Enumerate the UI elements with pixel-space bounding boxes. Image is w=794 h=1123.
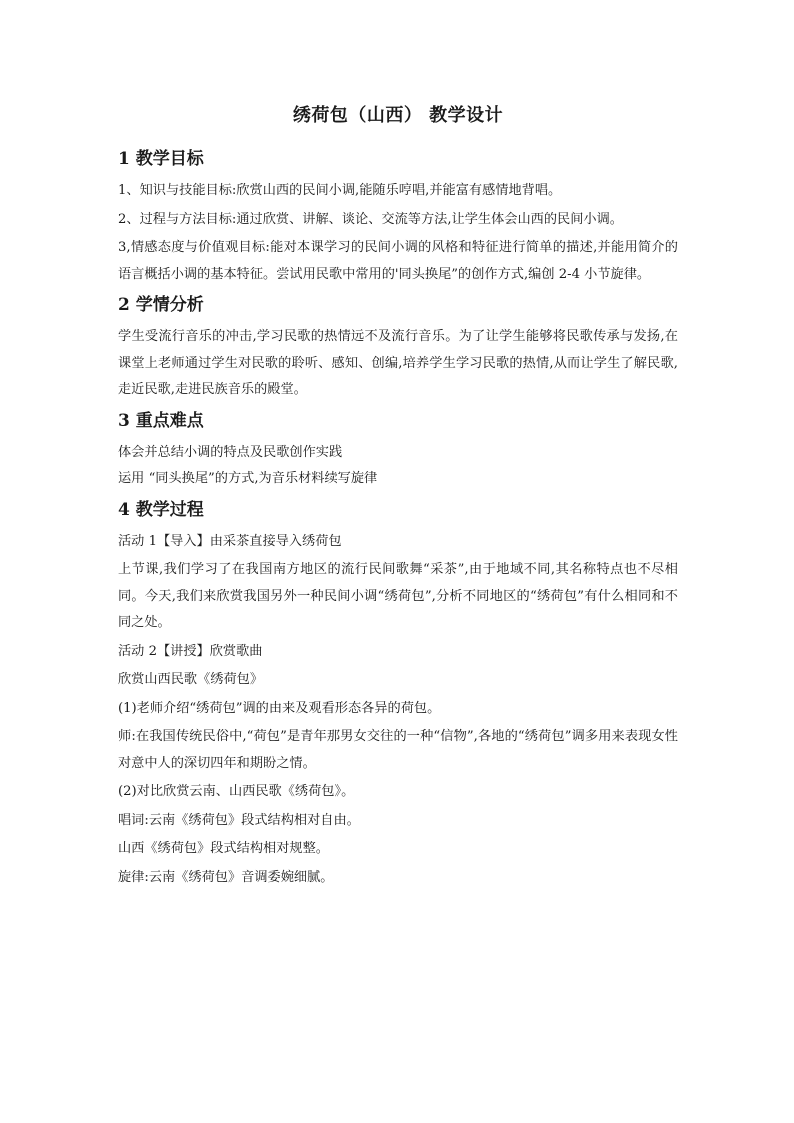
paragraph: 师:在我国传统民俗中,“荷包”是青年那男女交往的一种“信物”,各地的“绣荷包”调多用来表现女性对意中人的深切四年和期盼之情。 (118, 729, 678, 771)
paragraph: 活动 2【讲授】欣赏歌曲 (118, 643, 263, 659)
paragraph: 1、知识与技能目标:欣赏山西的民间小调,能随乐哼唱,并能富有感情地背唱。 (118, 183, 562, 198)
paragraph: 体会并总结小调的特点及民歌创作实践 (118, 444, 343, 460)
section-heading-objectives: 1 教学目标 (118, 149, 204, 169)
document-page (118, 100, 678, 893)
paragraph: 唱词:云南《绣荷包》段式结构相对自由。 (118, 812, 360, 828)
paragraph: (1)老师介绍“绣荷包”调的由来及观看形态各异的荷包。 (118, 700, 441, 716)
section-heading-key-points: 3 重点难点 (118, 410, 204, 431)
paragraph: 山西《绣荷包》段式结构相对规整。 (118, 841, 329, 856)
paragraph: 上节课,我们学习了在我国南方地区的流行民间歌舞“采茶”,由于地域不同,其名称特点也不尽相同。今天,我们来欣赏我国另外一种民间小调“绣荷包”,分析不同地区的“绣荷包”有什么相同和不同之处。 (118, 562, 678, 630)
paragraph: 2、过程与方法目标:通过欣赏、讲解、谈论、交流等方法,让学生体会山西的民间小调。 (118, 211, 623, 227)
paragraph: 欣赏山西民歌《绣荷包》 (118, 672, 264, 687)
paragraph: (2)对比欣赏云南、山西民歌《绣荷包》。 (118, 784, 355, 799)
section-heading-process: 4 教学过程 (118, 499, 204, 520)
paragraph: 3,情感态度与价值观目标:能对本课学习的民间小调的风格和特征进行简单的描述,并能用简介的语言概括小调的基本特征。尝试用民歌中常用的'同头换尾”的创作方式,编创 2-4 小节旋律。 (118, 240, 678, 282)
paragraph: 学生受流行音乐的冲击,学习民歌的热情远不及流行音乐。为了让学生能够将民歌传承与发扬,在课堂上老师通过学生对民歌的聆听、感知、创编,培养学生学习民歌的热情,从而让学生了解民歌,走近民歌,走进民族音乐的殿堂。 (118, 329, 678, 397)
paragraph: 运用 “同头换尾”的方式,为音乐材料续写旋律 (118, 471, 378, 486)
document-title: 绣荷包（山西） 教学设计 (292, 105, 504, 126)
paragraph: 活动 1【导入】由采茶直接导入绣荷包 (118, 533, 342, 549)
paragraph: 旋律:云南《绣荷包》音调委婉细腻。 (118, 869, 334, 885)
section-heading-analysis: 2 学情分析 (118, 295, 204, 315)
